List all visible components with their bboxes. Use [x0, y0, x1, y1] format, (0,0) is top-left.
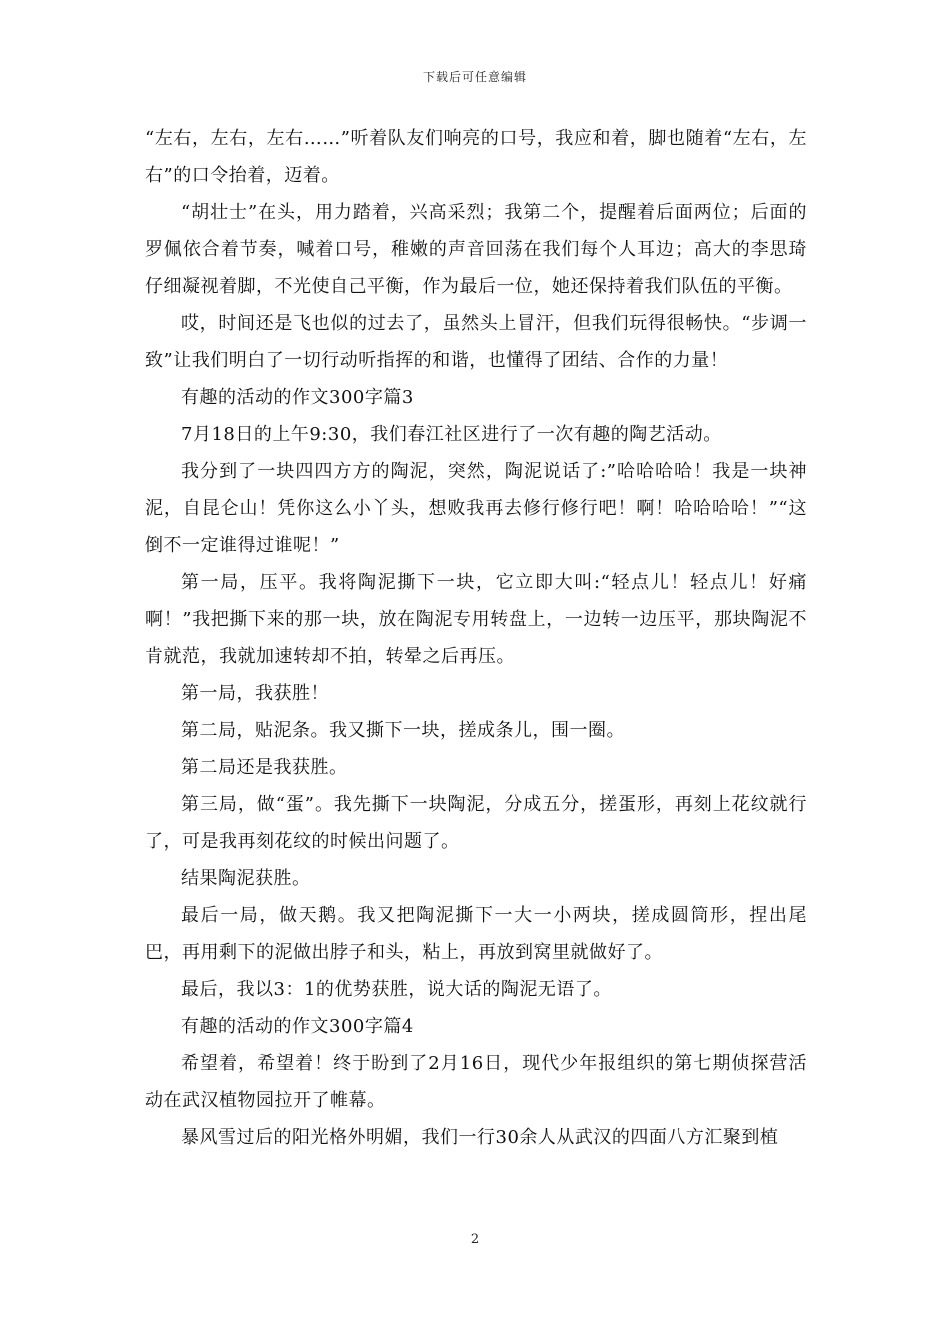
paragraph: 暴风雪过后的阳光格外明媚，我们一行30余人从武汉的四面八方汇聚到植: [181, 1127, 779, 1148]
paragraph: 最后，我以3：1的优势获胜，说大话的陶泥无语了。: [181, 979, 612, 1000]
paragraph: 最后一局，做天鹅。我又把陶泥撕下一大一小两块，搓成圆筒形，捏出尾巴，再用剩下的泥做出脖子和头，粘上，再放到窝里就做好了。: [145, 905, 807, 963]
paragraph: 第二局还是我获胜。: [181, 757, 348, 778]
paragraph: 第三局，做“蛋”。我先撕下一块陶泥，分成五分，搓蛋形，再刻上花纹就行了，可是我再刻花纹的时候出问题了。: [145, 794, 807, 852]
paragraph: 结果陶泥获胜。: [181, 868, 311, 889]
paragraph: 7月18日的上午9:30，我们春江社区进行了一次有趣的陶艺活动。: [181, 424, 722, 445]
document-body: [145, 120, 807, 1156]
section-heading: 有趣的活动的作文300字篇3: [181, 387, 414, 408]
paragraph: “胡壮士”在头，用力踏着，兴高采烈；我第二个，提醒着后面两位；后面的罗佩依合着节奏，喊着口号，稚嫩的声音回荡在我们每个人耳边；高大的李思琦仔细凝视着脚，不光使自己平衡，作为最后一位，她还保持着我们队伍的平衡。: [145, 202, 807, 297]
paragraph: 第二局，贴泥条。我又撕下一块，搓成条儿，围一圈。: [181, 720, 625, 741]
paragraph: 希望着，希望着！终于盼到了2月16日，现代少年报组织的第七期侦探营活动在武汉植物园拉开了帷幕。: [145, 1053, 807, 1111]
page-header: 下载后可任意编辑: [422, 70, 527, 84]
paragraph: 第一局，压平。我将陶泥撕下一块，它立即大叫:“轻点儿！轻点儿！好痛啊！”我把撕下来的那一块，放在陶泥专用转盘上，一边转一边压平，那块陶泥不肯就范，我就加速转却不拍，转晕之后再压。: [145, 572, 807, 667]
paragraph: “左右，左右，左右……”听着队友们响亮的口号，我应和着，脚也随着“左右，左右”的口令抬着，迈着。: [145, 128, 807, 186]
section-heading: 有趣的活动的作文300字篇4: [181, 1016, 414, 1037]
page-number: 2: [470, 1232, 480, 1247]
paragraph: 我分到了一块四四方方的陶泥，突然，陶泥说话了:”哈哈哈哈！我是一块神泥，自昆仑山！凭你这么小丫头，想败我再去修行修行吧！啊！哈哈哈哈！”“这倒不一定谁得过谁呢！”: [145, 461, 807, 556]
paragraph: 第一局，我获胜！: [181, 683, 329, 704]
paragraph: 哎，时间还是飞也似的过去了，虽然头上冒汗，但我们玩得很畅快。“步调一致”让我们明白了一切行动听指挥的和谐，也懂得了团结、合作的力量！: [145, 313, 807, 371]
